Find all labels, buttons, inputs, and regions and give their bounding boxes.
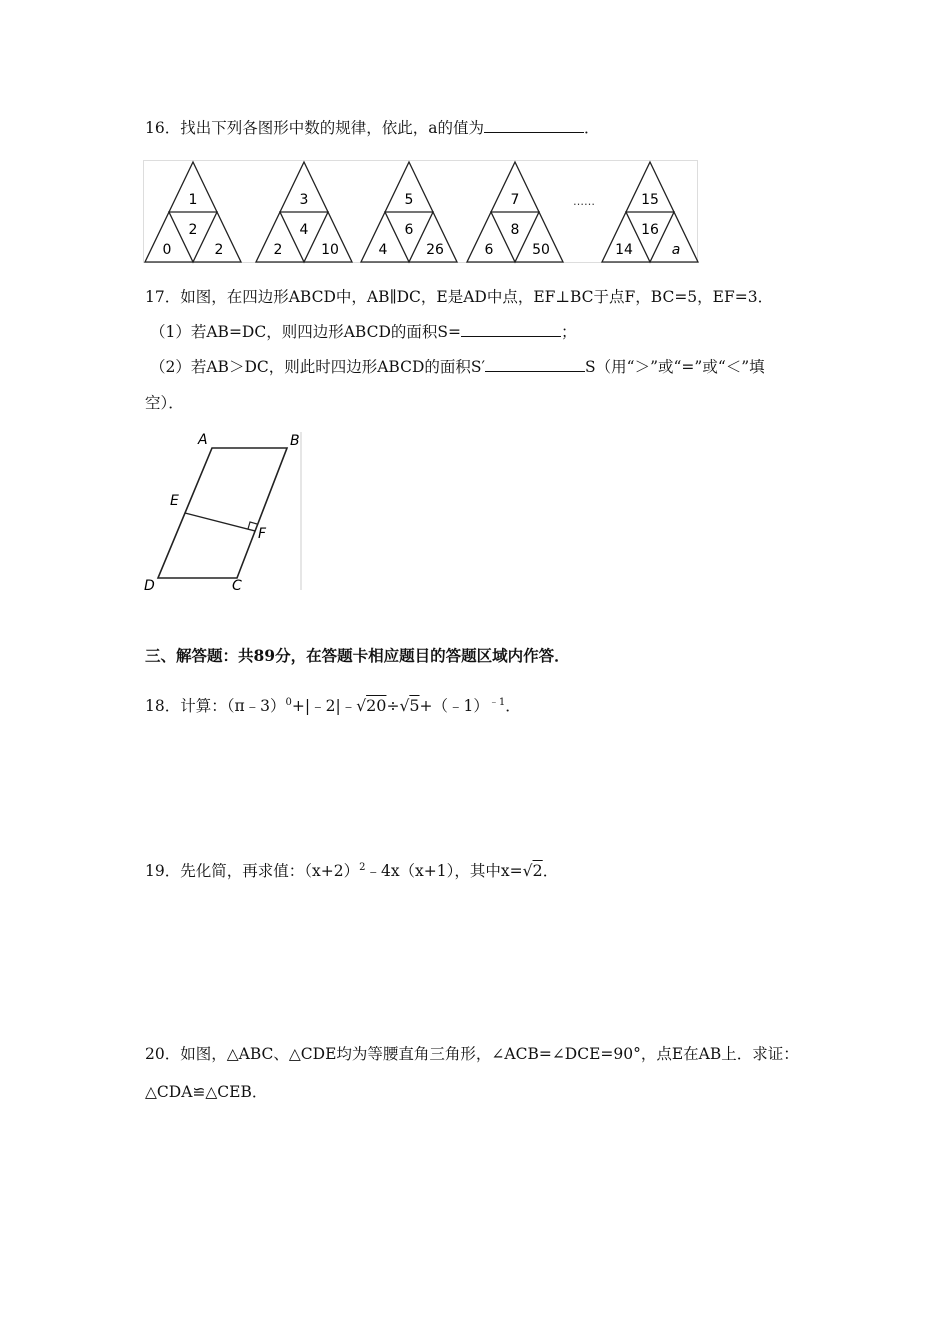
triangle-right-number: 10 (321, 242, 339, 258)
triangle-middle-number: 6 (404, 222, 414, 238)
triangle-top-number: 15 (641, 192, 659, 208)
triangle-right-number: 50 (532, 242, 550, 258)
triangle-left-number: 6 (484, 242, 494, 258)
segment-ef (185, 513, 255, 531)
triangle-left-number: 4 (378, 242, 388, 258)
q17-part2-blank[interactable] (485, 357, 585, 372)
q19-expression: 19．先化简，再求值：$(x+2)^2﹣4x(x+1)$，其中x=√2． (145, 861, 559, 880)
sqrt-2: 2 (532, 861, 543, 880)
section-3-heading: 三、解答题：共89分，在答题卡相应题目的答题区域内作答． (145, 646, 570, 665)
triangle-right-number: 2 (214, 242, 224, 258)
triangle-top-number: 3 (299, 192, 309, 208)
triangle-middle-number: 2 (188, 222, 198, 238)
triangle-middle-number: 4 (299, 222, 309, 238)
triangle-top-number: 5 (404, 192, 414, 208)
triangle-right-number: a (671, 242, 681, 258)
q16-ellipsis: …… (573, 195, 595, 208)
label-f: F (258, 526, 267, 542)
triangle-top-number: 7 (510, 192, 520, 208)
q16-triangle-figure (143, 160, 699, 264)
triangle-middle-number: 16 (641, 222, 659, 238)
q17-parallelogram-figure (140, 428, 310, 593)
q17-part1-blank[interactable] (461, 322, 561, 337)
number-triangle-2 (256, 162, 352, 262)
number-triangle-3 (361, 162, 457, 262)
label-e: E (170, 493, 179, 509)
parallelogram-abcd (158, 448, 287, 578)
label-a: A (198, 432, 208, 448)
q16-answer-blank[interactable] (484, 118, 584, 133)
triangle-right-number: 26 (426, 242, 444, 258)
q20-line2: △CDA≌△CEB． (145, 1083, 268, 1101)
triangle-left-number: 0 (162, 242, 172, 258)
q20-line1: 20．如图，△ABC、△CDE均为等腰直角三角形，∠ACB=∠DCE=90°，点E在AB上．求证： (145, 1045, 799, 1063)
q16-text: 16．找出下列各图形中数的规律，依此，a的值为 ． (145, 119, 600, 137)
label-d: D (144, 578, 155, 593)
triangle-left-number: 2 (273, 242, 283, 258)
label-b: B (290, 433, 300, 449)
number-triangle-4 (467, 162, 563, 262)
sqrt-5: 5 (409, 696, 420, 715)
number-triangle-5 (602, 162, 698, 262)
triangle-left-number: 14 (615, 242, 633, 258)
sqrt-20: 20 (366, 696, 387, 715)
label-c: C (232, 578, 242, 593)
q17-part1: （1）若AB=DC，则四边形ABCD的面积S= ； (150, 323, 577, 341)
triangle-top-number: 1 (188, 192, 198, 208)
q17-text: 17．如图，在四边形ABCD中，AB∥DC，E是AD中点，EF⊥BC于点F，BC=5，EF=3． (145, 288, 774, 306)
q17-part2-cont: 空）． (145, 394, 184, 412)
number-triangle-1 (145, 162, 241, 262)
q18-expression: 18．计算：（π﹣3）$^0$+|﹣2|﹣√20÷√5+（﹣1）$^{﹣1}$． (145, 696, 521, 715)
q17-part2: （2）若AB＞DC，则此时四边形ABCD的面积S′ S（用“＞”或“=”或“＜”填 (150, 358, 765, 376)
triangle-middle-number: 8 (510, 222, 520, 238)
